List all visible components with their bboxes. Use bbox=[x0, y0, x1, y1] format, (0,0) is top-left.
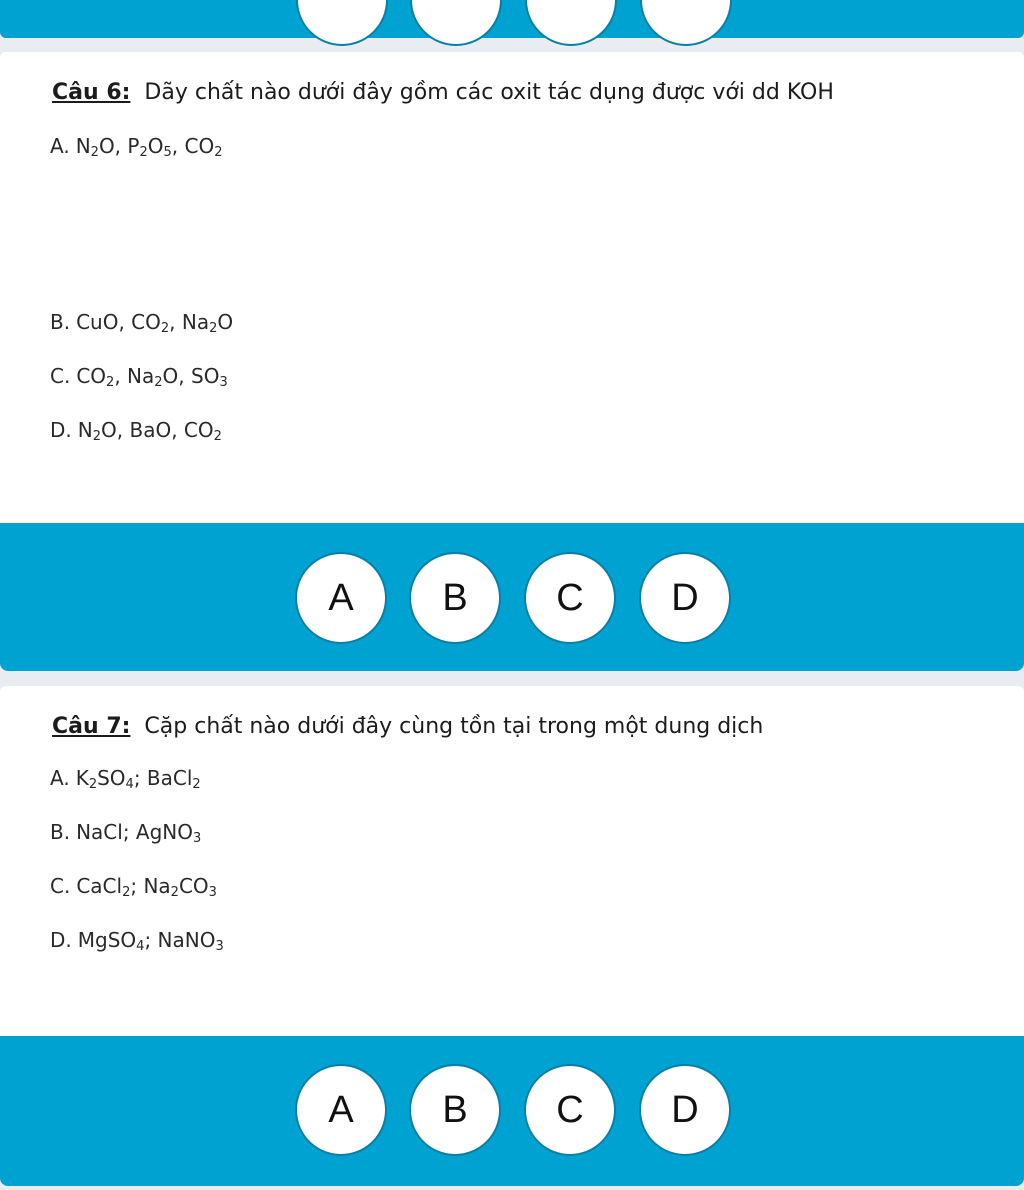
prev-answer-c-button[interactable] bbox=[525, 0, 617, 46]
q6-answer-c-button[interactable]: C bbox=[524, 552, 616, 644]
option-letter: A. bbox=[50, 134, 70, 158]
q6-answer-d-button[interactable]: D bbox=[639, 552, 731, 644]
q6-answer-b-button[interactable]: B bbox=[409, 552, 501, 644]
question-6-label: Câu 6: bbox=[52, 80, 131, 105]
prev-answer-b-button[interactable] bbox=[410, 0, 502, 46]
question-7-card bbox=[0, 686, 1024, 1038]
option-letter: B. bbox=[50, 820, 71, 844]
q6-answer-a-button[interactable]: A bbox=[295, 552, 387, 644]
option-formula: CuO, $CO_2$, $Na_2O$ bbox=[76, 310, 234, 336]
question-6-card bbox=[0, 52, 1024, 524]
option-letter: D. bbox=[50, 418, 72, 442]
question-6-text: Dãy chất nào dưới đây gồm các oxit tác dụng được với dd KOH bbox=[144, 80, 834, 105]
question-7-prompt bbox=[52, 714, 763, 739]
question-7-answer-bar bbox=[0, 1036, 1024, 1186]
q6-option bbox=[50, 418, 222, 444]
prev-answer-a-button[interactable] bbox=[296, 0, 388, 46]
option-letter: B. bbox=[50, 310, 71, 334]
question-6-answer-bar bbox=[0, 523, 1024, 671]
option-formula: $N_2O$, $P_2O_5$, $CO_2$ bbox=[75, 134, 223, 160]
previous-answer-bar bbox=[0, 0, 1024, 38]
q7-answer-c-button[interactable]: C bbox=[524, 1064, 616, 1156]
q6-option bbox=[50, 134, 222, 160]
option-formula: $N_2O$, BaO, $CO_2$ bbox=[77, 418, 222, 444]
question-7-text: Cặp chất nào dưới đây cùng tồn tại trong một dung dịch bbox=[144, 714, 764, 739]
option-letter: C. bbox=[50, 364, 71, 388]
q7-option bbox=[50, 766, 201, 792]
option-formula: $CO_2$, $Na_2O$, $SO_3$ bbox=[76, 364, 228, 390]
option-formula: NaCl; AgNO$_3$ bbox=[76, 820, 202, 846]
q7-answer-b-button[interactable]: B bbox=[409, 1064, 501, 1156]
q6-option bbox=[50, 310, 233, 336]
prev-answer-d-button[interactable] bbox=[640, 0, 732, 46]
q7-answer-d-button[interactable]: D bbox=[639, 1064, 731, 1156]
q6-option bbox=[50, 364, 228, 390]
option-letter: A. bbox=[50, 766, 70, 790]
option-formula: $K_2SO_4$; BaCl$_2$ bbox=[75, 766, 201, 792]
q7-option bbox=[50, 874, 217, 900]
option-formula: CaCl$_2$; $Na_2CO_3$ bbox=[76, 874, 217, 900]
question-6-prompt bbox=[52, 80, 834, 105]
option-formula: MgSO$_4$; NaNO$_3$ bbox=[77, 928, 224, 954]
q7-answer-a-button[interactable]: A bbox=[295, 1064, 387, 1156]
q7-option bbox=[50, 820, 201, 846]
option-letter: C. bbox=[50, 874, 71, 898]
option-letter: D. bbox=[50, 928, 72, 952]
q7-option bbox=[50, 928, 224, 954]
question-7-label: Câu 7: bbox=[52, 714, 131, 739]
